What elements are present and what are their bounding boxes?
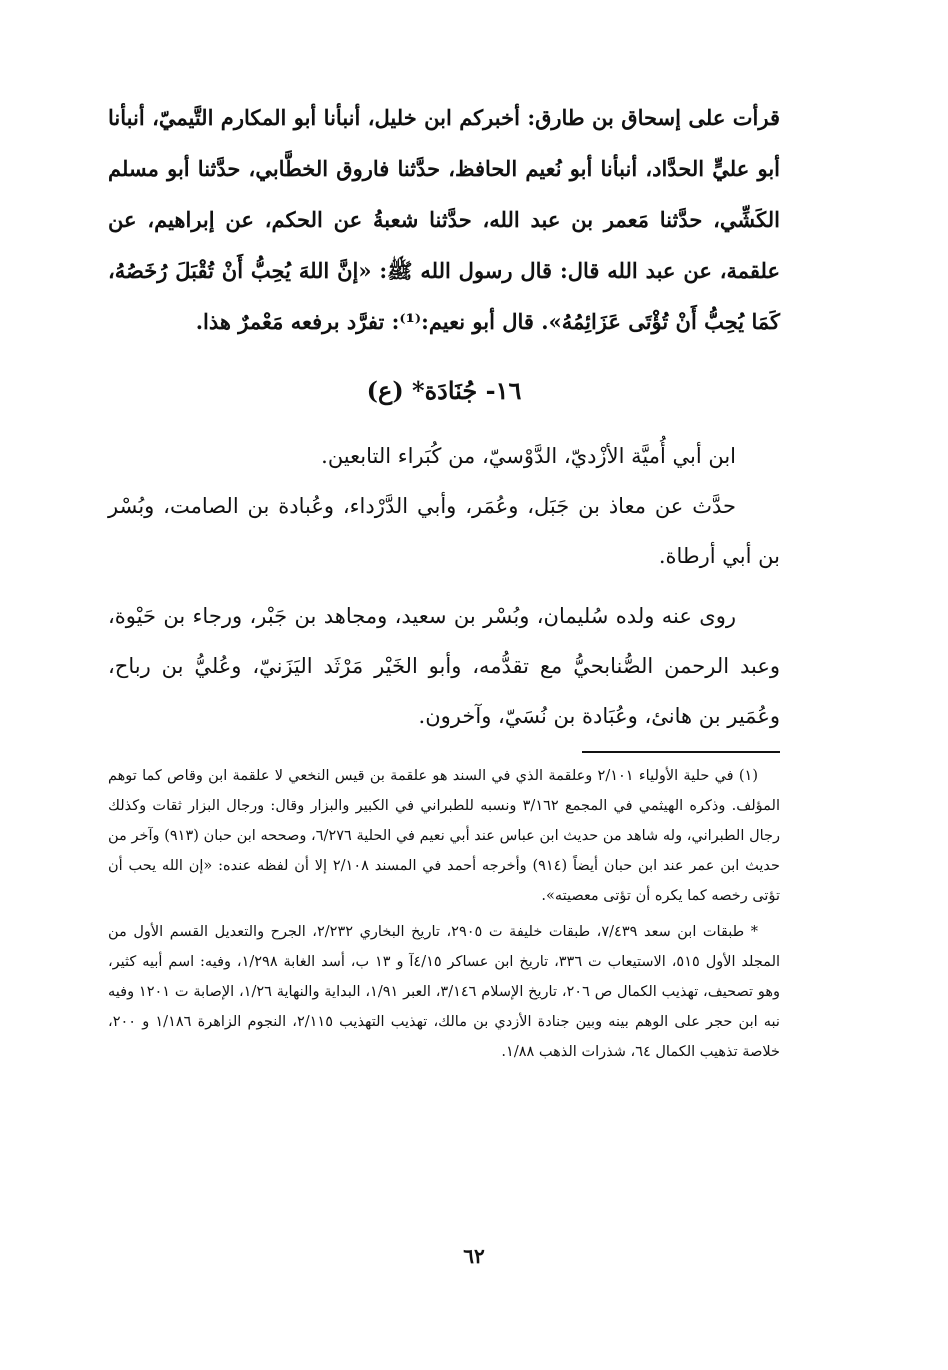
hadith-paragraph: قرأت على إسحاق بن طارق: أخبركم ابن خليل، أنبأنا أبو المكارم التَّيميّ، أنبأنا أبو عليٍّ الحدَّاد، أنبأنا أبو نُعيم الحافظ، حدَّثنا فاروق الخطَّابي، حدَّثنا أبو مسلم الكَشِّي، حدَّثنا مَعمر بن عبد الله، حدَّثنا شعبةُ عن الحكم، عن إبراهيم، عن علقمة، عن عبد الله قال: قال رسول الله ﷺ: «إنَّ اللهَ يُحِبُّ أَنْ تُقْبَلَ رُخَصُهُ، كَمَا يُحِبُّ أَنْ تُؤْتَى عَزَائِمُهُ». قال أبو نعيم:⁽¹⁾: تفرَّد برفعه مَعْمرٌ هذا.	[108, 105, 780, 334]
footnote-1: (١) في حلية الأولياء ٢/١٠١ وعلقمة الذي في السند هو علقمة بن قيس النخعي لا علقمة ابن وقاص كما توهم المؤلف. وذكره الهيثمي في المجمع ٣/١٦٢ ونسبه للطبراني في الكبير والبزار وقال: ورجال البزار ثقات وكذلك رجال الطبراني، وله شاهد من حديث ابن عباس عند أبي نعيم في الحلية ٦/٢٧٦، وصححه ابن حبان (٩١٣) وآخر من حديث ابن عمر عند ابن حبان أيضاً (٩١٤) وأخرجه أحمد في المسند ٢/١٠٨ إلا أن لفظه عنده: «إن الله يحب أن تؤتى رخصه كما يكره أن تؤتى معصيته».	[108, 768, 780, 904]
footnote-sources: * طبقات ابن سعد ٧/٤٣٩، طبقات خليفة ت ٢٩٠٥، تاريخ البخاري ٢/٢٣٢، الجرح والتعديل القسم الأول من المجلد الأول ٥١٥، الاستيعاب ت ٣٣٦، تاريخ ابن عساكر ٤/١٥آ و ١٣ ب، أسد الغابة ١/٢٩٨، وفيه: اسم أبيه كثير، وهو تصحيف، تهذيب الكمال ص ٢٠٦، تاريخ الإسلام ٣/١٤٦، العبر ١/٩١، البداية والنهاية ١/٢٦، الإصابة ت ١٢٠١ وفيه نبه ابن حجر على الوهم بينه وبين جنادة الأزدي بن مالك، تهذيب التهذيب ٢/١١٥، النجوم الزاهرة ١/١٨٦ و ٢٠٠، خلاصة تذهيب الكمال ٦٤، شذرات الذهب ١/٨٨.	[108, 924, 781, 1060]
entry-heading: ١٦- جُنَادَة* (ع)	[366, 376, 522, 405]
footnote-divider	[582, 751, 780, 753]
page-body	[108, 92, 780, 1067]
page-number: ٦٢	[463, 1244, 485, 1268]
footnotes-section	[108, 761, 780, 1067]
paragraph-gap	[108, 581, 780, 591]
bio-paragraph-lineage: ابن أبي أُميَّة الأزْديّ، الدَّوْسيّ، من كُبَراء التابعين.	[321, 444, 736, 468]
bio-paragraph-teachers: حدَّث عن معاذ بن جَبَل، وعُمَر، وأبي الدَّرْداء، وعُبادة بن الصامت، وبُسْر بن أبي أرطاة.	[108, 494, 780, 568]
bio-paragraph-students: روى عنه ولده سُليمان، وبُسْر بن سعيد، ومجاهد بن جَبْر، ورجاء بن حَيْوة، وعبد الرحمن الصُّنابحيُّ مع تقدُّمه، وأبو الخَيْر مَرْثَد اليَزَنيّ، وعُليُّ بن رباح، وعُمَير بن هانئ، وعُبَادة بن نُسَيّ، وآخرون.	[108, 604, 780, 728]
